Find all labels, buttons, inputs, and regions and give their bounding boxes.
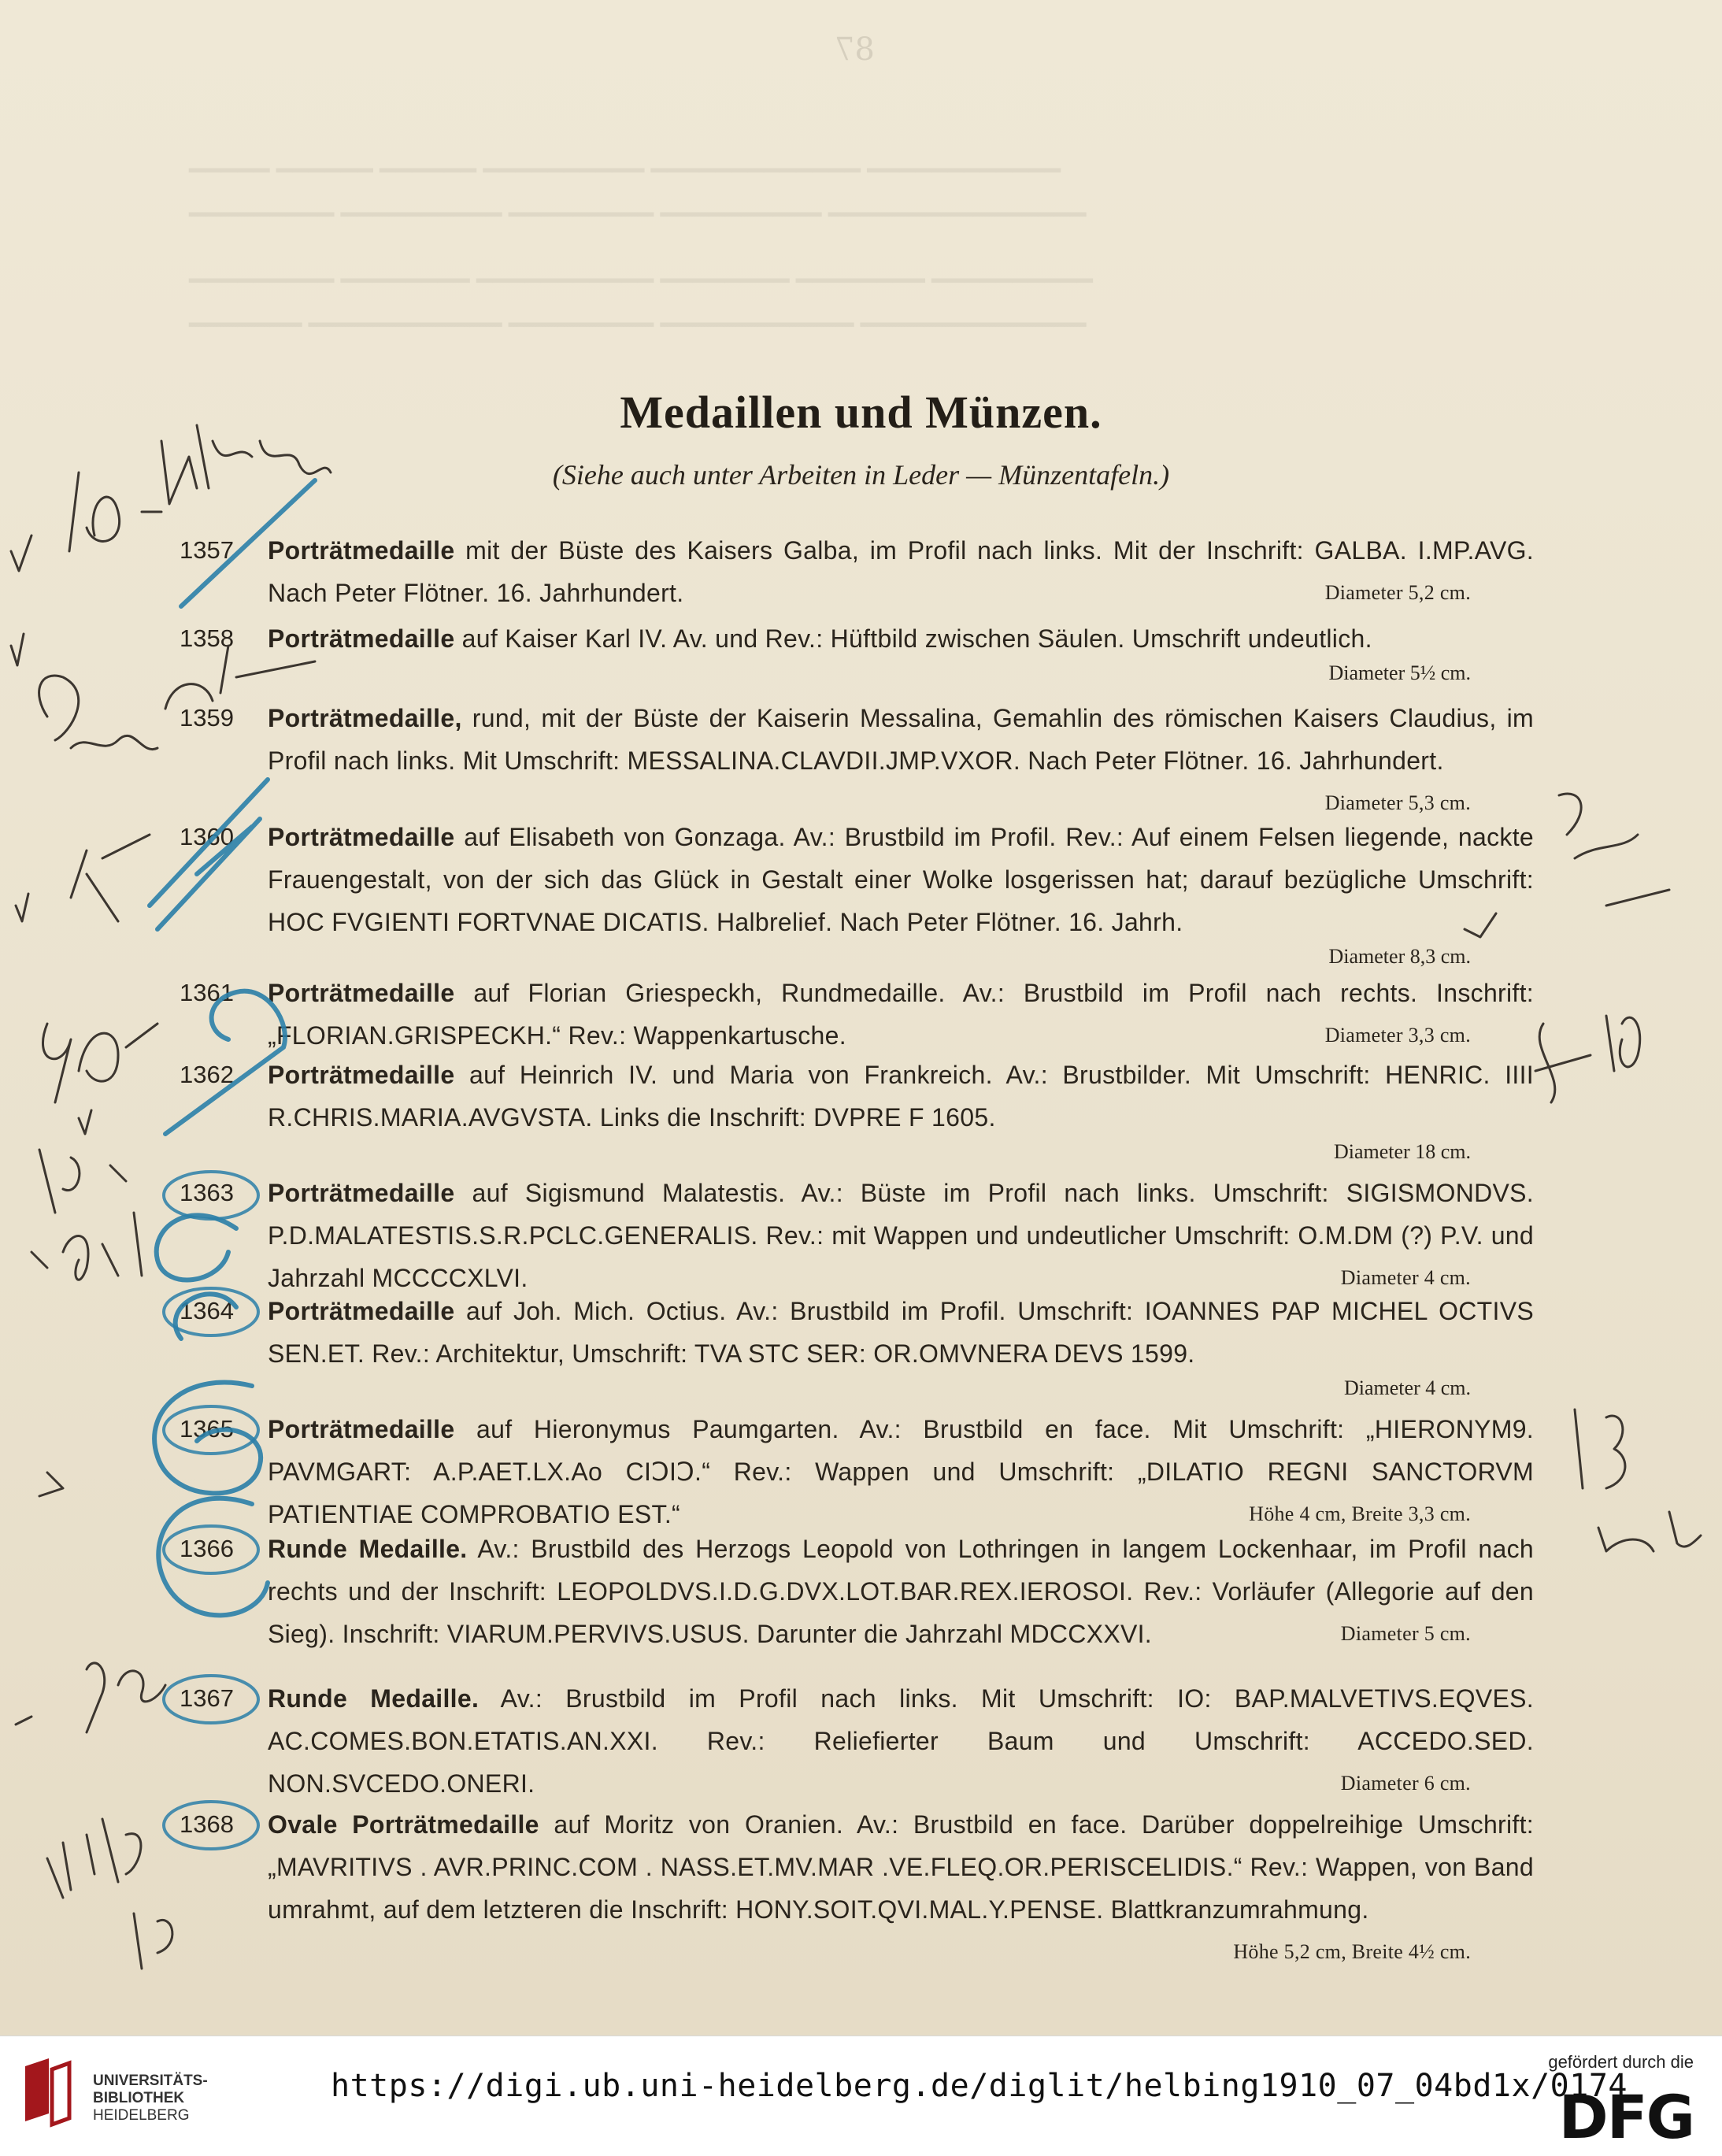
catalog-entry bbox=[180, 1677, 1534, 1805]
entry-dimensions: Diameter 5,3 cm. bbox=[1324, 791, 1471, 814]
entry-text: auf Heinrich IV. und Maria von Frankreich. Av.: Brustbilder. Mit Umschrift: HENRIC. IIII R.CHRIS.MARIA.AVGVSTA. Links die Inschrift: DVPRE F 1605. bbox=[268, 1061, 1534, 1132]
library-name-line: HEIDELBERG bbox=[93, 2107, 190, 2124]
entry-dimensions: Diameter 4 cm. bbox=[1340, 1266, 1471, 1289]
entry-text: Av.: Brustbild im Profil nach links. Mit Umschrift: IO: BAP.MALVETIVS.EQVES. AC.COMES.BON.ETATIS.AN.XXI. Rev.: Reliefierter Baum und Umschrift: ACCEDO.SED. NON.SVCEDO.ONERI. bbox=[268, 1684, 1534, 1798]
catalog-entry bbox=[180, 1172, 1534, 1299]
entry-text: auf Elisabeth von Gonzaga. Av.: Brustbild im Profil. Rev.: Auf einem Felsen liegende, nackte Frauengestalt, von der sich das Glück in Gestalt einer Wolke losgerissen hat; darauf bezügliche Umschrift: HOC FVGIENTI FORTVNAE DICATIS. Halbrelief. Nach Peter Flötner. 16. Jahrh. bbox=[268, 823, 1534, 936]
catalog-entry bbox=[180, 1290, 1534, 1402]
entry-text: auf Kaiser Karl IV. Av. und Rev.: Hüftbild zwischen Säulen. Umschrift undeutlich. bbox=[461, 624, 1372, 653]
pencil-note bbox=[43, 1024, 157, 1102]
bleed-through-text: ━━━━━━━━━ ━━━━━━━━━━ ━━━━━━━━━ ━━━━━━━━━━ ━━━━━━━━━━━━━━━━ bbox=[189, 201, 1087, 230]
catalog-entry bbox=[180, 1528, 1534, 1655]
entry-title: Porträtmedaille bbox=[268, 979, 455, 1007]
bleed-through-text: ━━━━━━━ ━━━━━━━━━━━━ ━━━━━━━━━ ━━━━━━━━━━━━ ━━━━━━━━━━━━━━ bbox=[189, 311, 1087, 340]
catalog-entry bbox=[180, 1054, 1534, 1165]
entry-dimensions: Diameter 5½ cm. bbox=[1328, 661, 1471, 684]
pencil-note bbox=[134, 1913, 172, 1969]
pencil-note bbox=[1559, 794, 1669, 906]
entry-text: mit der Büste des Kaisers Galba, im Profil nach links. Mit der Inschrift: GALBA. I.MP.AVG. Nach Peter Flötner. 16. Jahrhundert. bbox=[268, 536, 1534, 607]
entry-text: auf Hieronymus Paumgarten. Av.: Brustbild en face. Mit Umschrift: „HIERONYM9. PAVMGART: A.P.AET.LX.Ao CIↃIↃ.“ Rev.: Wappen und Umschrift: „DILATIO REGNI SANCTORVM PATIENTIAE COMPROBATIO EST.“ bbox=[268, 1415, 1534, 1528]
bleed-through-page-number: 87 bbox=[835, 31, 875, 68]
entry-text: auf Joh. Mich. Octius. Av.: Brustbild im Profil. Umschrift: IOANNES PAP MICHEL OCTIVS SEN.ET. Rev.: Architektur, Umschrift: TVA STC SER: OR.OMVNERA DEVS 1599. bbox=[268, 1297, 1534, 1368]
library-logo[interactable] bbox=[17, 2052, 214, 2139]
lot-number: 1359 bbox=[180, 704, 234, 732]
pencil-checkmark bbox=[11, 535, 31, 571]
catalog-entry bbox=[180, 617, 1534, 687]
entry-dimensions: Diameter 8,3 cm. bbox=[1328, 945, 1471, 968]
entry-text: auf Moritz von Oranien. Av.: Brustbild en face. Darüber doppelreihige Umschrift: „MAVRITIVS . AVR.PRINC.COM . NASS.ET.MV.MAR .VE.FLEQ.OR.PERISCELIDIS.“ Rev.: Wappen, von Band umrahmt, auf dem letzteren die Inschrift: HONY.SOIT.QVI.MAL.Y.PENSE. Blattkranzumrahmung. bbox=[268, 1810, 1534, 1924]
catalog-entry bbox=[180, 529, 1534, 614]
pencil-note bbox=[31, 1213, 142, 1280]
catalog-entry bbox=[180, 697, 1534, 817]
entry-dimensions: Diameter 4 cm. bbox=[1344, 1376, 1471, 1399]
catalog-entry bbox=[180, 1408, 1534, 1536]
pencil-checkmark bbox=[16, 894, 28, 921]
lot-number: 1368 bbox=[180, 1810, 234, 1838]
pencil-note bbox=[71, 835, 150, 921]
entry-text: auf Florian Griespeckh, Rundmedaille. Av.: Brustbild im Profil nach rechts. Inschrift: „FLORIAN.GRISPECKH.“ Rev.: Wappenkartusche. bbox=[268, 979, 1534, 1050]
library-name-line: BIBLIOTHEK bbox=[93, 2090, 185, 2106]
entry-title: Runde Medaille. bbox=[268, 1535, 468, 1563]
viewer-footer bbox=[0, 2036, 1722, 2156]
catalog-entry bbox=[180, 816, 1534, 970]
lot-number: 1366 bbox=[180, 1535, 234, 1562]
entry-dimensions: Höhe 4 cm, Breite 3,3 cm. bbox=[1249, 1502, 1471, 1525]
pencil-note bbox=[39, 1473, 63, 1496]
lot-number: 1358 bbox=[180, 624, 234, 652]
entry-dimensions: Höhe 5,2 cm, Breite 4½ cm. bbox=[1233, 1940, 1471, 1963]
lot-number: 1364 bbox=[180, 1297, 234, 1324]
entry-dimensions: Diameter 3,3 cm. bbox=[1324, 1024, 1471, 1047]
lot-number: 1360 bbox=[180, 823, 234, 850]
entry-title: Porträtmedaille bbox=[268, 536, 455, 565]
lot-number: 1362 bbox=[180, 1061, 234, 1088]
library-logo-icon bbox=[17, 2058, 72, 2129]
pencil-note bbox=[39, 676, 157, 750]
pencil-note bbox=[1535, 1016, 1640, 1102]
funding-caption: gefördert durch die bbox=[1548, 2052, 1694, 2072]
entry-title: Porträtmedaille, bbox=[268, 704, 462, 732]
bleed-through-text: ━━━━━ ━━━━━━ ━━━━━━ ━━━━━━━━━━ ━━━━━━━━━━━━━ ━━━━━━━━━━━━ bbox=[189, 157, 1061, 186]
permalink-url[interactable]: https://digi.ub.uni-heidelberg.de/diglit/helbing1910_07_04bd1x/0174 bbox=[331, 2068, 1628, 2104]
entry-text: auf Sigismund Malatestis. Av.: Büste im Profil nach links. Umschrift: SIGISMONDVS. P.D.MALATESTIS.S.R.PCLC.GENERALIS. Rev.: mit Wappen und undeutlicher Umschrift: O.M.DM (?) P.V. und Jahrzahl MCCCCXLVI. bbox=[268, 1179, 1534, 1292]
entry-title: Porträtmedaille bbox=[268, 1179, 455, 1207]
entry-dimensions: Diameter 5,2 cm. bbox=[1324, 581, 1471, 604]
entry-title: Runde Medaille. bbox=[268, 1684, 480, 1713]
pencil-checkmark bbox=[11, 634, 24, 665]
entry-dimensions: Diameter 5 cm. bbox=[1340, 1622, 1471, 1645]
entry-title: Porträtmedaille bbox=[268, 1415, 455, 1443]
section-subtitle: (Siehe auch unter Arbeiten in Leder — Münzentafeln.) bbox=[552, 459, 1170, 491]
dfg-logo[interactable]: DFG bbox=[1558, 2082, 1694, 2152]
entry-title: Porträtmedaille bbox=[268, 1297, 455, 1325]
catalog-entry bbox=[180, 1803, 1534, 1965]
entry-text: rund, mit der Büste der Kaiserin Messalina, Gemahlin des römischen Kaisers Claudius, im Profil nach links. Mit Umschrift: MESSALINA.CLAVDII.JMP.VXOR. Nach Peter Flötner. 16. Jahrhundert. bbox=[268, 704, 1534, 775]
lot-number: 1361 bbox=[180, 979, 234, 1006]
pencil-checkmark bbox=[79, 1110, 91, 1134]
entry-title: Porträtmedaille bbox=[268, 624, 455, 653]
entry-dimensions: Diameter 18 cm. bbox=[1334, 1140, 1471, 1163]
library-name-line: UNIVERSITÄTS- bbox=[93, 2073, 208, 2089]
entry-title: Ovale Porträtmedaille bbox=[268, 1810, 539, 1839]
catalog-entry bbox=[180, 972, 1534, 1057]
pencil-note bbox=[1598, 1512, 1701, 1551]
library-name bbox=[93, 2073, 208, 2125]
pencil-note bbox=[16, 1663, 165, 1732]
pencil-note bbox=[1575, 1410, 1625, 1488]
pencil-note bbox=[47, 1819, 141, 1898]
entry-title: Porträtmedaille bbox=[268, 1061, 455, 1089]
lot-number: 1363 bbox=[180, 1179, 234, 1206]
lot-number: 1367 bbox=[180, 1684, 234, 1712]
section-heading: Medaillen und Münzen. bbox=[620, 387, 1102, 438]
lot-number: 1365 bbox=[180, 1415, 234, 1443]
entry-text: Av.: Brustbild des Herzogs Leopold von Lothringen in langem Lockenhaar, im Profil nach rechts und der Inschrift: LEOPOLDVS.I.D.G.DVX.LOT.BAR.REX.IEROSOI. Rev.: Vorläufer (Allegorie auf den Sieg). Inschrift: VIARUM.PERVIVS.USUS. Darunter die Jahrzahl MDCCXXVI. bbox=[268, 1535, 1534, 1648]
pencil-note bbox=[39, 1150, 126, 1213]
entry-title: Porträtmedaille bbox=[268, 823, 455, 851]
lot-number: 1357 bbox=[180, 536, 234, 564]
bleed-through-text: ━━━━━━━━━ ━━━━━━━━ ━━━━━━━━━━━ ━━━━━━━━ ━━━━━━━━ ━━━━━━━━━━ bbox=[189, 267, 1093, 296]
entry-dimensions: Diameter 6 cm. bbox=[1340, 1772, 1471, 1795]
